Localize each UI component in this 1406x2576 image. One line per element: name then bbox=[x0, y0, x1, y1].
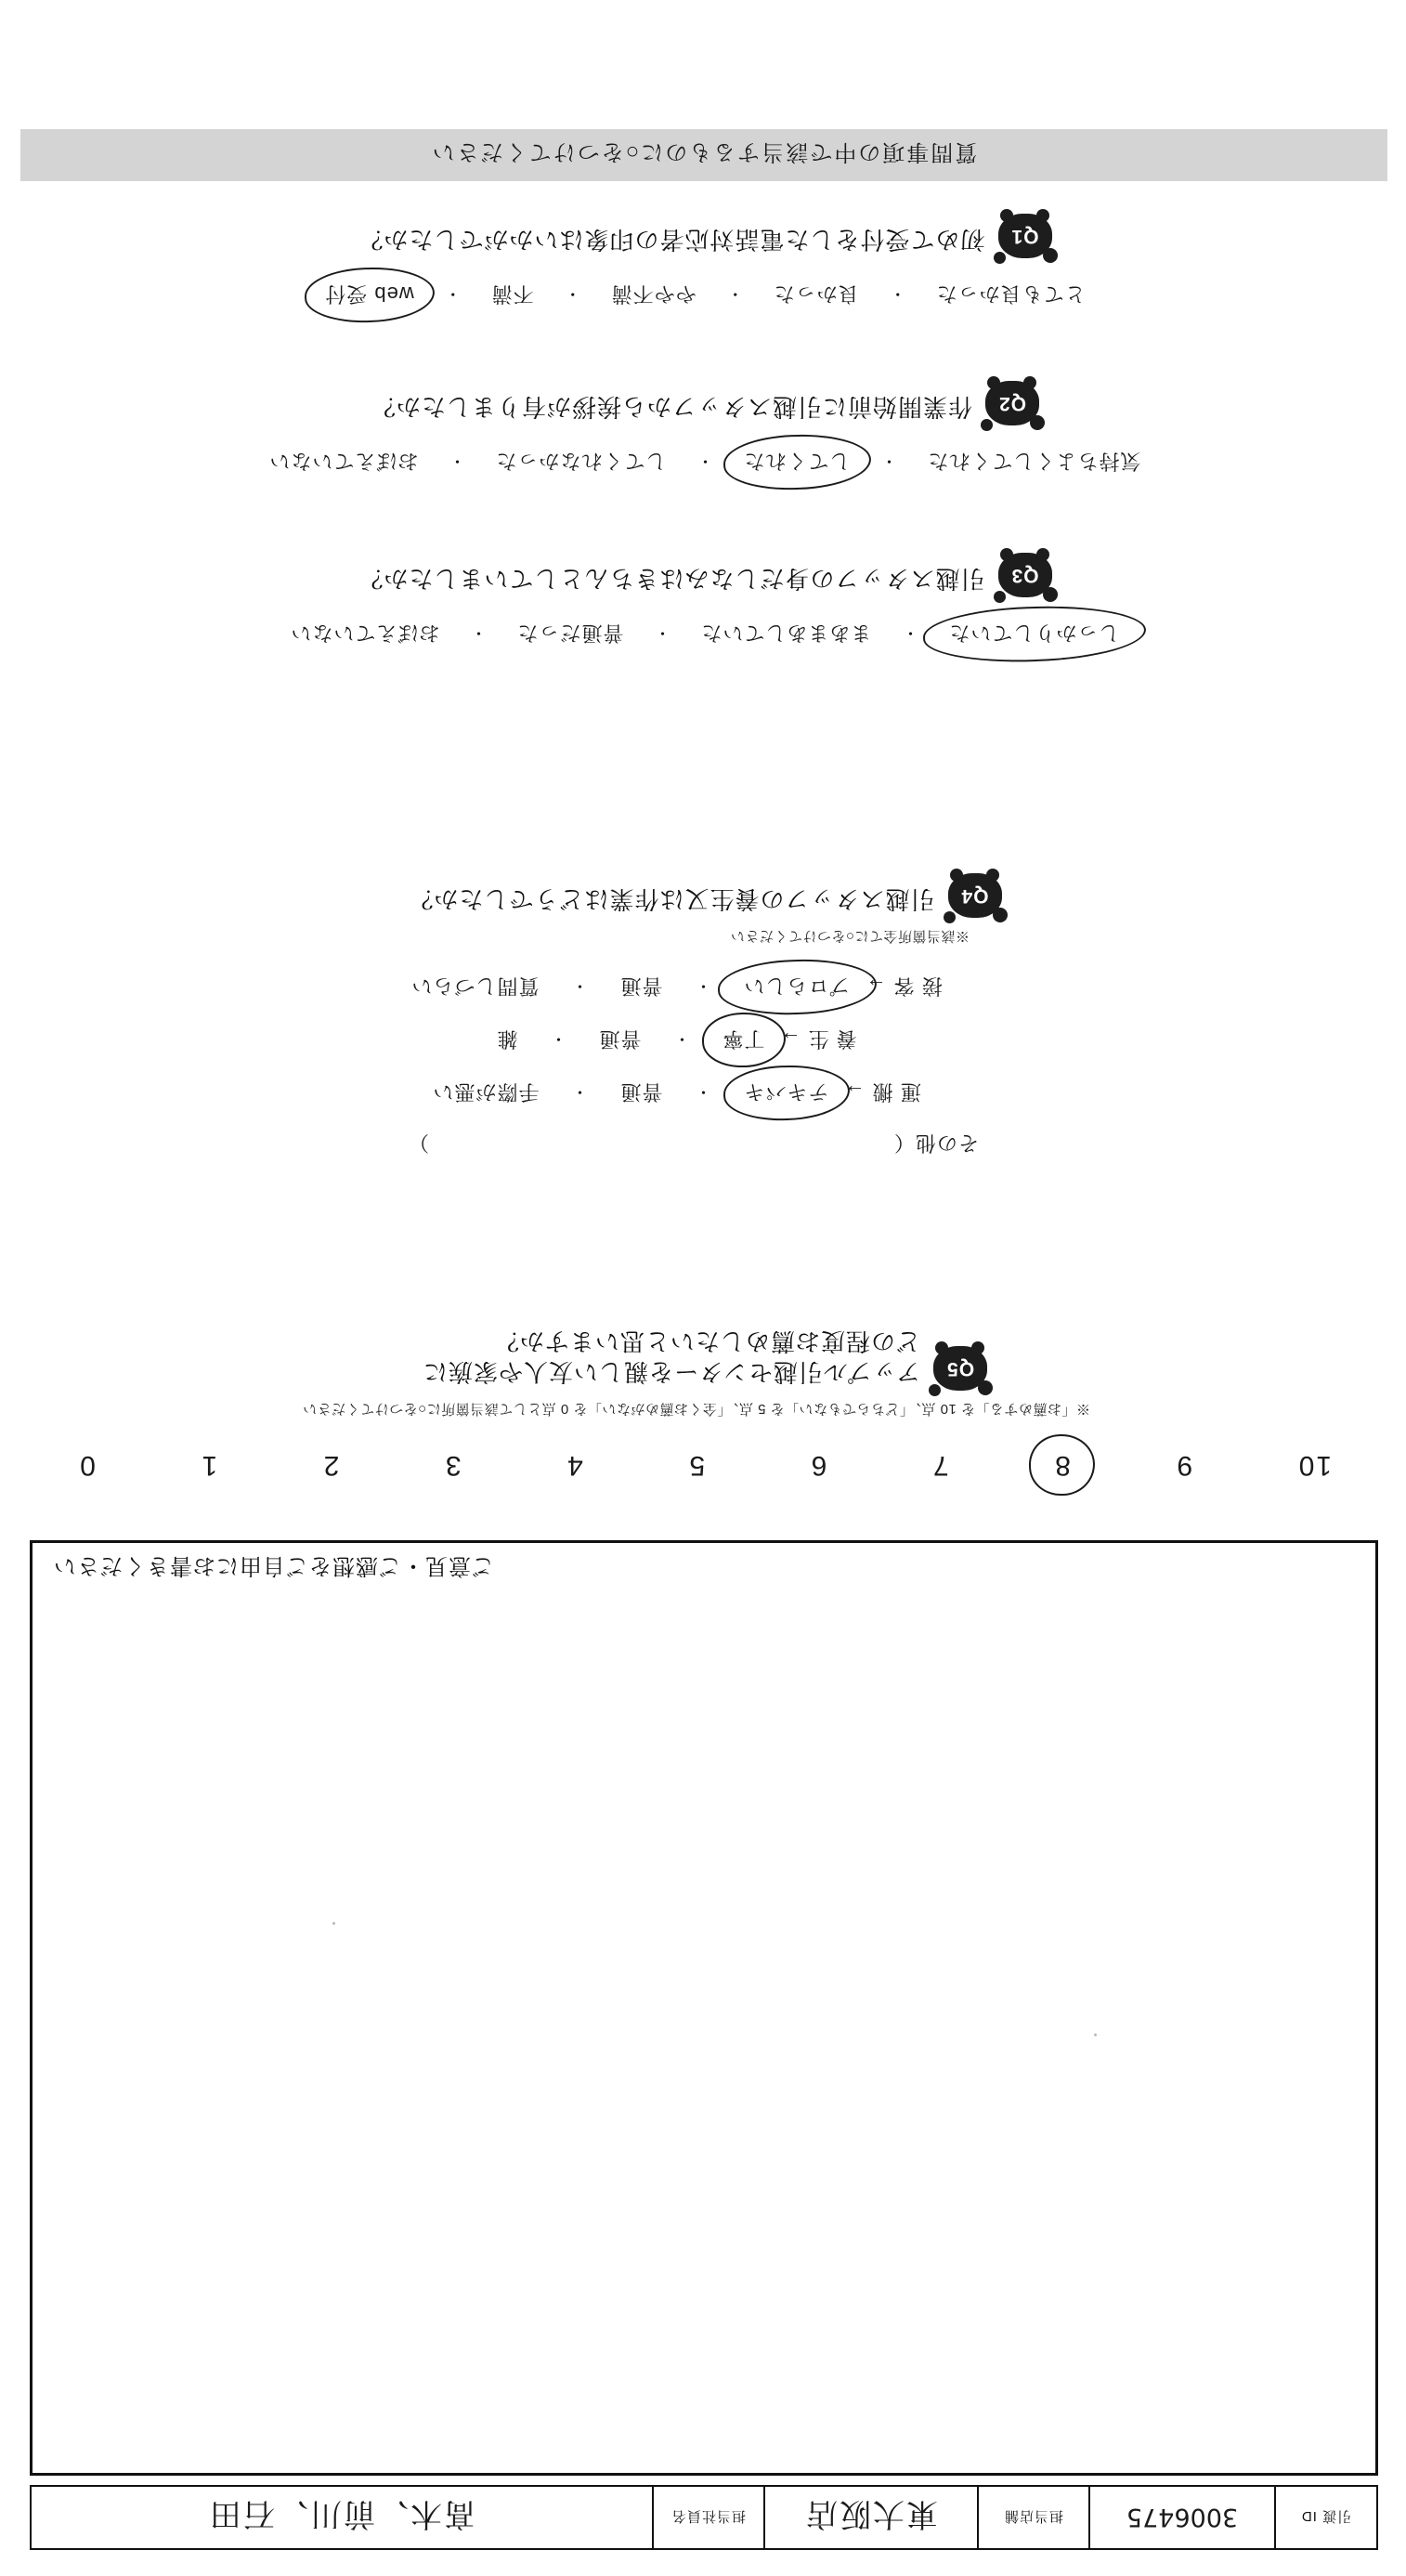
header-id-label: 引渡 ID bbox=[1300, 2508, 1352, 2525]
q3-option-4[interactable]: おぼえていない bbox=[290, 621, 440, 645]
q2-option-1[interactable]: 気持ちよくしてくれた bbox=[927, 450, 1141, 473]
q5-scale-4[interactable]: 4 bbox=[566, 1450, 583, 1481]
q2-options: 気持ちよくしてくれた ・ してくれた ・ してくれなかった ・ おぼえていない bbox=[41, 446, 1369, 478]
scan-speck bbox=[1094, 2033, 1097, 2036]
question-block-q5 bbox=[41, 1327, 1369, 1419]
q1-option-1[interactable]: とても良かった bbox=[935, 282, 1086, 306]
q4-yojo-opt-1[interactable]: 丁寧 bbox=[717, 1024, 771, 1056]
q4-row-sekkyaku-label: 接 客 → bbox=[865, 974, 943, 998]
q5-scale-6[interactable]: 6 bbox=[809, 1450, 827, 1481]
header-id-value-cell bbox=[1088, 2487, 1274, 2548]
q3-option-1[interactable]: しっかりしていた bbox=[944, 618, 1126, 650]
q5-scale-row[interactable] bbox=[69, 1445, 1341, 1484]
q3-badge bbox=[998, 553, 1052, 597]
q4-sekkyaku-opt-3[interactable]: 質問しづらい bbox=[410, 974, 540, 998]
q4-unpan-opt-2[interactable]: 普通 bbox=[619, 1080, 663, 1104]
question-block-q1 bbox=[41, 214, 1369, 328]
q4-badge-label: Q4 bbox=[960, 885, 989, 907]
q3-option-3[interactable]: 普通だった bbox=[516, 621, 624, 645]
question-block-q3 bbox=[41, 553, 1369, 667]
q2-option-4[interactable]: おぼえていない bbox=[268, 450, 419, 473]
q4-badge bbox=[948, 873, 1002, 918]
q5-scale-3[interactable]: 3 bbox=[443, 1450, 462, 1481]
q4-yojo-opt-3[interactable]: 雑 bbox=[496, 1027, 518, 1051]
q5-note: ※「お薦めする」を 10 点、「どちらでもない」を 5 点、「全くお薦めがない」を 0 点として該当箇所に○をつけてください bbox=[302, 1401, 1090, 1417]
q2-text: 作業開始前に引越スタッフから挨拶が有りましたか？ bbox=[371, 393, 973, 421]
q5-scale-1[interactable]: 1 bbox=[200, 1450, 218, 1481]
q4-note: ※該当箇所全てに○をつけてください bbox=[730, 928, 970, 944]
q5-scale-5[interactable]: 5 bbox=[687, 1450, 706, 1481]
q2-option-2[interactable]: してくれた bbox=[738, 446, 856, 478]
q4-unpan-opt-1[interactable]: テキパキ bbox=[738, 1077, 835, 1109]
header-store-value-cell bbox=[763, 2487, 977, 2548]
q4-unpan-opt-3[interactable]: 手際が悪い bbox=[432, 1080, 540, 1104]
q5-scale-2[interactable]: 2 bbox=[321, 1450, 340, 1481]
q5-text: アップル引越センターを親しい友人や家族に どの程度お薦めしたいと思いますか？ bbox=[422, 1327, 921, 1386]
q4-other-label: その他（ bbox=[892, 1131, 979, 1155]
q4-row-yojo-label: 養 生 → bbox=[779, 1027, 857, 1051]
q4-text: 引越スタッフの養生又は作業はどうでしたか？ bbox=[408, 885, 935, 913]
q4-yojo-opt-2[interactable]: 普通 bbox=[598, 1027, 642, 1051]
q1-option-2[interactable]: 良かった bbox=[773, 282, 859, 306]
q3-text: 引越スタッフの身だしなみはきちんとしていましたか？ bbox=[358, 565, 985, 593]
q1-option-4[interactable]: 不満 bbox=[490, 282, 534, 306]
instruction-bar bbox=[20, 129, 1387, 181]
q4-other-row[interactable] bbox=[41, 1130, 1369, 1158]
question-block-q2 bbox=[41, 381, 1369, 495]
header-staff-value-cell bbox=[32, 2487, 652, 2548]
q5-scale-0[interactable]: 0 bbox=[78, 1450, 96, 1481]
q1-options: とても良かった ・ 良かった ・ やや不満 ・ 不満 ・ web 受付 bbox=[41, 279, 1369, 311]
q3-options: しっかりしていた ・ まあまあしていた ・ 普通だった ・ おぼえていない bbox=[41, 618, 1369, 650]
q5-badge bbox=[933, 1346, 987, 1391]
header-id-label-cell bbox=[1274, 2487, 1376, 2548]
q2-badge-label: Q2 bbox=[998, 393, 1027, 414]
q4-row-sekkyaku: 接 客 → プロらしい ・ 普通 ・ 質問しづらい bbox=[41, 971, 1369, 1003]
q5-scale-7[interactable]: 7 bbox=[931, 1450, 949, 1481]
header-store-label-cell bbox=[977, 2487, 1088, 2548]
q4-sekkyaku-opt-2[interactable]: 普通 bbox=[619, 974, 663, 998]
q4-row-unpan-label: 運 搬 → bbox=[843, 1080, 921, 1104]
q1-badge bbox=[998, 214, 1052, 258]
q4-row-unpan: 運 搬 → テキパキ ・ 普通 ・ 手際が悪い bbox=[41, 1077, 1369, 1109]
header-id-value: 3006475 bbox=[1126, 2503, 1239, 2532]
header-store-label: 担当店舗 bbox=[1004, 2508, 1064, 2525]
q5-scale-10[interactable]: 10 bbox=[1296, 1450, 1332, 1481]
q5-scale-8[interactable]: 8 bbox=[1044, 1445, 1080, 1484]
header-handwritten-note: 髙木、前川、石田 bbox=[208, 2495, 475, 2533]
q3-badge-label: Q3 bbox=[1010, 565, 1039, 586]
q4-row-yojo: 養 生 → 丁寧 ・ 普通 ・ 雑 bbox=[41, 1024, 1369, 1056]
q1-option-3[interactable]: やや不満 bbox=[610, 282, 696, 306]
q2-badge bbox=[985, 381, 1039, 425]
q5-badge-label: Q5 bbox=[946, 1358, 975, 1380]
q2-option-3[interactable]: してくれなかった bbox=[495, 450, 667, 473]
header-row bbox=[30, 2485, 1378, 2550]
q4-sekkyaku-opt-1[interactable]: プロらしい bbox=[738, 971, 856, 1003]
header-store-value: 東大阪店 bbox=[804, 2495, 938, 2533]
header-staff-label: 担当社員名 bbox=[671, 2508, 747, 2525]
q1-badge-label: Q1 bbox=[1010, 226, 1039, 247]
q1-option-5[interactable]: web 受付 bbox=[319, 279, 419, 311]
q5-scale-9[interactable]: 9 bbox=[1175, 1450, 1193, 1481]
comment-box-label: ご意見・ご感想をご自由にお書きください bbox=[53, 1553, 494, 1578]
comment-box[interactable] bbox=[30, 1540, 1378, 2476]
header-staff-label-cell bbox=[652, 2487, 763, 2548]
q1-text: 初めて受付をした電話対応者の印象はいかがでしたか？ bbox=[358, 226, 985, 254]
q3-option-2[interactable]: まあまあしていた bbox=[700, 621, 872, 645]
instruction-bar-text: 質問事項の中で該当するものに○をつけてください bbox=[430, 139, 978, 165]
question-block-q4 bbox=[41, 873, 1369, 1183]
q4-other-close: ） bbox=[407, 1131, 429, 1155]
scan-speck bbox=[332, 1922, 335, 1925]
